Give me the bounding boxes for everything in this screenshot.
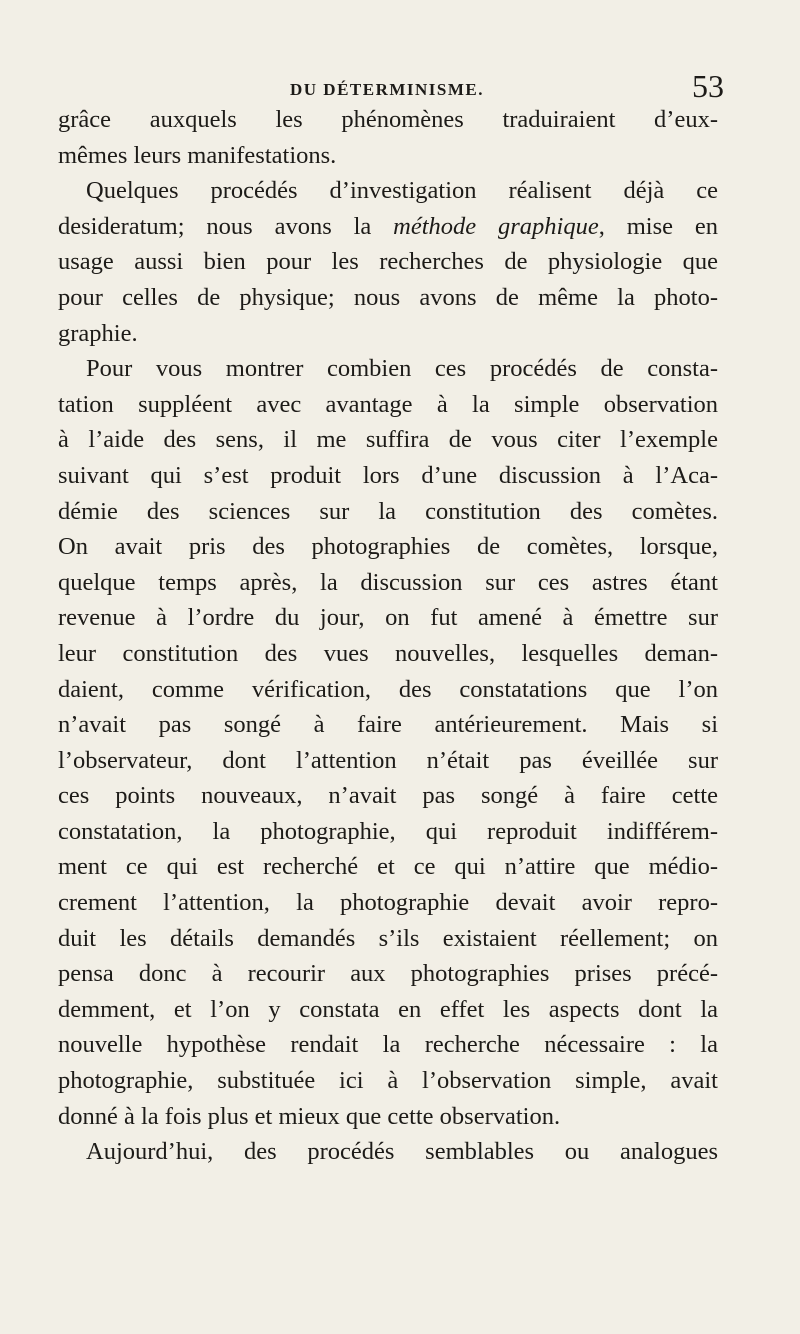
text-line: nouvelle hypothèse rendait la recherche nécessaire : la: [58, 1031, 718, 1059]
text-line: Aujourd’hui, des procédés semblables ou analogues: [86, 1138, 718, 1166]
text-line: grâce auxquels les phénomènes traduiraient d’eux-: [58, 106, 718, 133]
text-line: n’avait pas songé à faire antérieurement. Mais si: [58, 711, 718, 739]
running-header: [58, 68, 724, 106]
text-line: leur constitution des vues nouvelles, lesquelles deman-: [58, 639, 718, 667]
text-line: démie des sciences sur la constitution des comètes.: [58, 497, 718, 525]
text-line: Quelques procédés d’investigation réalisent déjà ce: [86, 177, 718, 205]
text-line: pensa donc à recourir aux photographies prises précé-: [58, 960, 718, 988]
italic-term: méthode graphique: [393, 212, 599, 240]
body-text: [58, 102, 718, 1170]
running-title: DU DÉTERMINISME.: [290, 80, 485, 99]
text-line: ment ce qui est recherché et ce qui n’attire que médio-: [58, 853, 718, 881]
text-line: revenue à l’ordre du jour, on fut amené à émettre sur: [58, 604, 718, 632]
text-line: quelque temps après, la discussion sur ces astres étant: [58, 568, 718, 596]
text-line: à l’aide des sens, il me suffira de vous citer l’exemple: [58, 426, 718, 454]
text-line: suivant qui s’est produit lors d’une discussion à l’Aca-: [58, 461, 718, 489]
text-line: [58, 209, 718, 245]
text-line: usage aussi bien pour les recherches de physiologie que: [58, 248, 718, 276]
text-line: l’observateur, dont l’attention n’était pas éveillée sur: [58, 746, 718, 774]
text-line: graphie.: [58, 319, 138, 347]
text-line: donné à la fois plus et mieux que cette observation.: [58, 1102, 561, 1130]
text-line: pour celles de physique; nous avons de même la photo-: [58, 283, 718, 311]
text-fragment: , mise en: [598, 212, 719, 240]
text-line: demment, et l’on y constata en effet les aspects dont la: [58, 995, 718, 1023]
text-line: crement l’attention, la photographie devait avoir repro-: [58, 889, 718, 917]
text-fragment: desideratum; nous avons la: [58, 212, 372, 240]
text-line: ces points nouveaux, n’avait pas songé à faire cette: [58, 782, 718, 810]
text-line: constatation, la photographie, qui reproduit indifférem-: [58, 817, 718, 845]
text-line: On avait pris des photographies de comètes, lorsque,: [58, 533, 718, 561]
text-line: duit les détails demandés s’ils existaient réellement; on: [58, 924, 718, 952]
text-line: mêmes leurs manifestations.: [58, 141, 337, 169]
text-line: Pour vous montrer combien ces procédés de consta-: [86, 355, 718, 383]
text-line: tation suppléent avec avantage à la simple observation: [58, 390, 718, 418]
text-line: photographie, substituée ici à l’observation simple, avait: [58, 1067, 718, 1095]
text-line: daient, comme vérification, des constatations que l’on: [58, 675, 718, 703]
page-number: 53: [692, 68, 724, 104]
